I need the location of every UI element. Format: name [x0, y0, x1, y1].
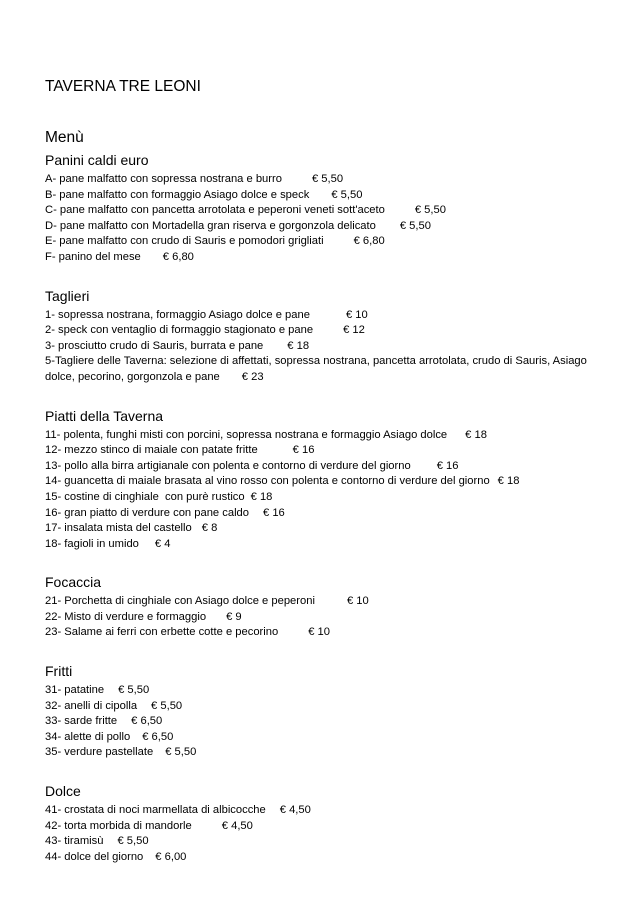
menu-item-price: € 16 [292, 444, 315, 457]
restaurant-name: TAVERNA TRE LEONI [45, 78, 201, 95]
menu-item-list [45, 172, 605, 266]
menu-item-price: € 5,50 [117, 835, 149, 848]
menu-item-text: 1- sopressa nostrana, formaggio Asiago dolce e pane [45, 308, 310, 321]
menu-item-price: € 4 [154, 537, 171, 550]
menu-item-text: 16- gran piatto di verdure con pane caldo [45, 506, 249, 519]
menu-item-text: B- pane malfatto con formaggio Asiago dolce e speck [45, 188, 310, 201]
menu-item-price: € 6,00 [155, 850, 187, 863]
menu-item-price: € 12 [343, 324, 365, 337]
menu-item-list [45, 683, 605, 761]
menu-item-text: 43- tiramisù [45, 835, 104, 848]
menu-item-price: € 16 [436, 459, 459, 472]
section-panini-caldi-euro [45, 152, 605, 266]
menu-item-price: € 10 [308, 626, 330, 639]
menu-item-text: 44- dolce del giorno [45, 850, 144, 863]
menu-item [45, 339, 605, 355]
section-title: Dolce [45, 783, 81, 800]
menu-item-price: € 18 [497, 475, 520, 488]
menu-title: Menù [45, 129, 84, 146]
menu-item-list [45, 594, 605, 641]
menu-item-price: € 23 [241, 370, 264, 383]
menu-item [45, 594, 605, 610]
menu-item [45, 219, 605, 235]
menu-item [45, 234, 605, 250]
section-title: Focaccia [45, 574, 102, 591]
section-piatti-della-taverna [45, 408, 605, 553]
menu-item [45, 459, 605, 475]
menu-item-text: 42- torta morbida di mandorle [45, 819, 192, 832]
menu-item-price: € 5,50 [311, 173, 344, 185]
menu-item-text: 5-Tagliere delle Taverna: selezione di affettati, sopressa nostrana, pancetta arrotolata, crudo di Sauris, Asiago dolce, pecorino, gorgonzola e pane [45, 355, 590, 383]
menu-item-price: € 4,50 [221, 819, 253, 832]
section-focaccia [45, 574, 605, 641]
menu-item-text: 3- prosciutto crudo di Sauris, burrata e pane [45, 339, 264, 352]
menu-item [45, 699, 605, 715]
menu-item [45, 730, 605, 746]
menu-item-text: 23- Salame ai ferri con erbette cotte e pecorino [45, 626, 279, 639]
menu-item [45, 323, 605, 339]
menu-item-text: D- pane malfatto con Mortadella gran riserva e gorgonzola delicato [45, 219, 376, 232]
section-title: Panini caldi euro [45, 152, 149, 168]
menu-item-price: € 10 [345, 308, 368, 321]
menu-item-list [45, 428, 605, 553]
menu-item-text: 12- mezzo stinco di maiale con patate fritte [45, 444, 258, 457]
menu-item-list [45, 803, 605, 865]
section-title: Taglieri [45, 287, 90, 304]
section-title: Fritti [45, 663, 73, 680]
menu-item-price: € 6,80 [162, 250, 194, 263]
menu-item-price: € 6,50 [131, 715, 163, 728]
menu-item-price: € 18 [287, 339, 310, 352]
menu-item [45, 490, 605, 506]
section-dolce [45, 783, 605, 865]
menu-item-text: 15- costine di cinghiale con purè rustico [45, 490, 245, 503]
section-taglieri [45, 288, 605, 386]
menu-item-text: 17- insalata mista del castello [45, 522, 192, 535]
menu-item-text: 22- Misto di verdure e formaggio [45, 610, 207, 623]
menu-item-text: 32- anelli di cipolla [45, 699, 138, 712]
menu-item-price: € 5,50 [414, 204, 446, 217]
menu-item-text: 14- guancetta di maiale brasata al vino rosso con polenta e contorno di verdure del giorno [45, 475, 490, 488]
menu-item-price: € 8 [201, 522, 218, 535]
menu-item [45, 850, 605, 866]
menu-item-list [45, 308, 605, 386]
menu-item-price: € 10 [346, 595, 369, 608]
menu-item [45, 714, 605, 730]
menu-item [45, 803, 605, 819]
menu-item-text: A- pane malfatto con sopressa nostrana e burro [45, 173, 282, 185]
menu-item-price: € 5,50 [399, 219, 431, 232]
menu-item-price: € 5,50 [165, 746, 197, 759]
menu-item-text: 21- Porchetta di cinghiale con Asiago dolce e peperoni [45, 595, 315, 608]
menu-item-price: € 5,50 [118, 684, 150, 697]
menu-item-price: € 5,50 [151, 699, 183, 712]
menu-item-text: 34- alette di pollo [45, 730, 131, 743]
menu-item-text: 13- pollo alla birra artigianale con polenta e contorno di verdure del giorno [45, 459, 411, 472]
menu-item [45, 172, 605, 188]
section-fritti [45, 663, 605, 761]
menu-item [45, 474, 605, 490]
menu-item-price: € 16 [263, 506, 285, 519]
menu-item [45, 506, 605, 522]
menu-item-text: E- pane malfatto con crudo di Sauris e pomodori grigliati [45, 235, 324, 248]
menu-item-price: € 6,80 [353, 235, 385, 248]
menu-item-price: € 5,50 [331, 188, 363, 201]
menu-item [45, 443, 605, 459]
section-title: Piatti della Taverna [45, 407, 164, 424]
menu-item-text: 31- patatine [45, 684, 105, 697]
menu-item-price: € 18 [465, 428, 487, 441]
menu-item [45, 203, 605, 219]
menu-document [45, 76, 605, 887]
menu-item [45, 521, 605, 537]
menu-item [45, 308, 605, 324]
menu-item [45, 428, 605, 444]
menu-item-price: € 9 [226, 610, 242, 623]
menu-sections [45, 152, 605, 865]
menu-item [45, 745, 605, 761]
menu-item-text: C- pane malfatto con pancetta arrotolata e peperoni veneti sott'aceto [45, 204, 385, 217]
menu-item [45, 683, 605, 699]
menu-item [45, 819, 605, 835]
menu-item-text: F- panino del mese [45, 250, 141, 263]
menu-item-text: 2- speck con ventaglio di formaggio stagionato e pane [45, 324, 314, 337]
menu-item [45, 354, 605, 385]
menu-item [45, 625, 605, 641]
menu-item [45, 610, 605, 626]
menu-item [45, 537, 605, 553]
menu-item-text: 35- verdure pastellate [45, 746, 154, 759]
menu-item-price: € 18 [250, 490, 273, 503]
menu-item [45, 188, 605, 204]
menu-item-price: € 6,50 [142, 730, 174, 743]
menu-item-text: 33- sarde fritte [45, 715, 118, 728]
menu-item [45, 250, 605, 266]
menu-item-text: 18- fagioli in umido [45, 537, 139, 550]
menu-item-text: 41- crostata di noci marmellata di albicocche [45, 804, 266, 817]
menu-item-text: 11- polenta, funghi misti con porcini, sopressa nostrana e formaggio Asiago dolce [45, 428, 448, 441]
menu-item [45, 834, 605, 850]
menu-item-price: € 4,50 [279, 804, 311, 817]
